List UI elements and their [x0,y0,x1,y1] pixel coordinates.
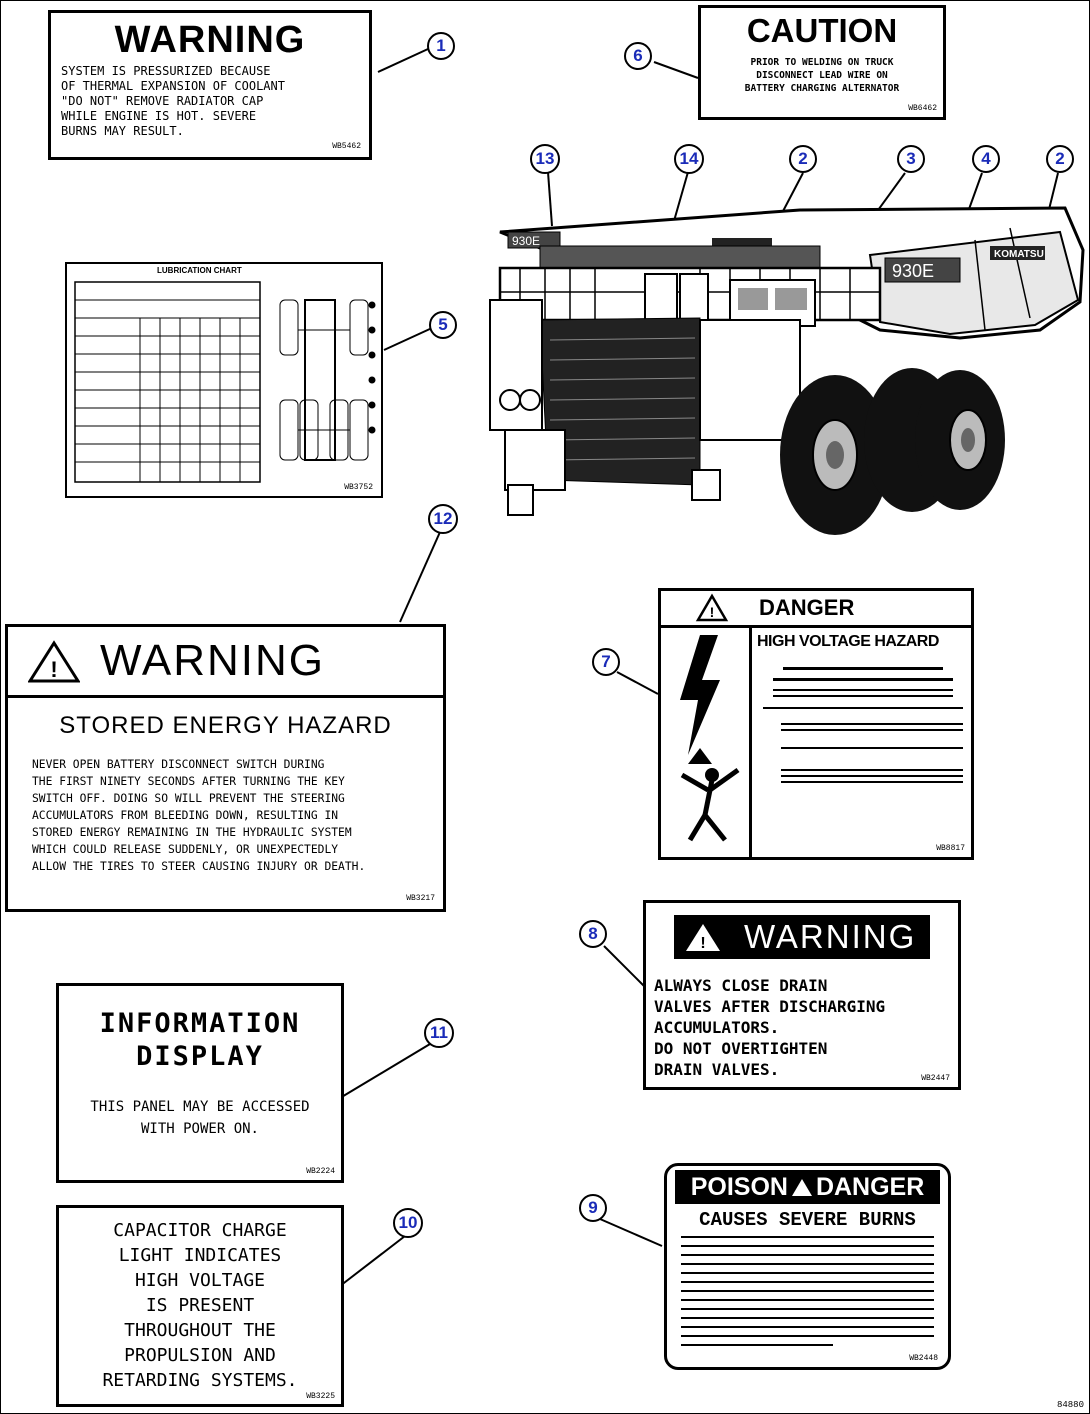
callout-1[interactable]: 1 [427,32,455,60]
decal-7-high-voltage-danger [658,588,974,860]
decal-9-fine-print [681,1236,934,1353]
decal-10-capacitor-charge [56,1205,344,1407]
decal-10-text [59,1218,341,1393]
callout-10[interactable]: 10 [393,1208,423,1238]
decal-8-line: VALVES AFTER DISCHARGING [654,997,886,1016]
callout-5[interactable]: 5 [429,311,457,339]
decal-6-line: BATTERY CHARGING ALTERNATOR [744,83,900,94]
decal-11-title-2: DISPLAY [136,1041,264,1072]
decal-12-line: THE FIRST NINETY SECONDS AFTER TURNING THE KEY [32,775,345,788]
truck-model-right: 930E [892,261,935,281]
leader-6 [654,62,698,78]
decal-6-line: DISCONNECT LEAD WIRE ON [756,70,888,81]
truck-illustration [490,208,1083,535]
decal-8-drain-valve-warning [643,900,961,1090]
truck-model-left: 930E [512,234,541,248]
decal-1-text [51,64,369,139]
warning-triangle-icon [684,921,722,953]
callout-4[interactable]: 4 [972,145,1000,173]
warning-triangle-icon [28,639,80,683]
decal-7-part-number: WB8817 [936,844,965,853]
decal-8-line: DRAIN VALVES. [654,1060,780,1079]
leader-11 [340,1044,430,1098]
decal-9-header [675,1170,940,1204]
decal-10-line: THROUGHOUT THE [124,1320,276,1341]
decal-7-subtitle: HIGH VOLTAGE HAZARD [757,633,939,650]
decal-6-title: CAUTION [746,12,898,49]
decal-11-line: THIS PANEL MAY BE ACCESSED [90,1099,310,1115]
decal-12-header [8,627,443,698]
decal-10-line: PROPULSION AND [124,1345,276,1366]
decal-6-welding-caution [698,5,946,120]
decal-9-part-number: WB2448 [909,1354,938,1363]
decal-11-part-number: WB2224 [306,1167,335,1176]
callout-13[interactable]: 13 [530,144,560,174]
decal-12-line: ACCUMULATORS FROM BLEEDING DOWN, RESULTING IN [32,809,339,822]
decal-1-part-number: WB5462 [332,142,361,151]
decal-6-line: PRIOR TO WELDING ON TRUCK [750,57,894,68]
leader-13 [548,172,552,226]
decal-11-line: WITH POWER ON. [140,1121,259,1137]
figure-id: 84880 [1056,1400,1084,1410]
decal-5-lubrication-chart [65,262,383,498]
decal-11-text [59,1096,341,1140]
decal-12-title: WARNING [100,636,326,685]
callout-12[interactable]: 12 [428,504,458,534]
decal-1-line: "DO NOT" REMOVE RADIATOR CAP [61,94,264,108]
svg-text:!: ! [709,604,715,620]
decal-10-line: HIGH VOLTAGE [134,1270,266,1291]
callout-7[interactable]: 7 [592,648,620,676]
callout-11[interactable]: 11 [424,1018,454,1048]
decal-8-header [674,915,930,959]
decal-1-coolant-warning [48,10,372,160]
decal-7-divider [749,625,752,859]
leader-8 [604,946,644,986]
svg-text:!: ! [700,935,706,952]
decal-11-information-display [56,983,344,1183]
decal-1-line: WHILE ENGINE IS HOT. SEVERE [61,109,257,123]
decal-12-line: NEVER OPEN BATTERY DISCONNECT SWITCH DURING [32,758,325,771]
decal-9-title-right: DANGER [815,1172,925,1201]
decal-11-title-1: INFORMATION [99,1008,301,1039]
decal-8-part-number: WB2447 [921,1074,950,1083]
leader-5 [384,328,432,350]
decal-1-title: WARNING [114,19,306,61]
decal-1-line: OF THERMAL EXPANSION OF COOLANT [61,79,285,93]
decal-12-part-number: WB3217 [406,894,435,903]
decal-9-subtitle: CAUSES SEVERE BURNS [699,1209,916,1231]
leader-1 [378,49,428,72]
decal-5-title: LUBRICATION CHART [157,266,242,275]
decal-8-line: ACCUMULATORS. [654,1018,780,1037]
callout-2[interactable]: 2 [789,145,817,173]
decal-12-subtitle: STORED ENERGY HAZARD [59,712,392,739]
decal-12-line: SWITCH OFF. DOING SO WILL PREVENT THE STEERING [32,792,345,805]
decal-10-line: CAPACITOR CHARGE [113,1220,287,1241]
decal-8-line: ALWAYS CLOSE DRAIN [654,976,828,995]
decal-7-fine-print [763,663,963,787]
decal-8-line: DO NOT OVERTIGHTEN [654,1039,828,1058]
decal-6-part-number: WB6462 [908,104,937,113]
decal-10-line: LIGHT INDICATES [118,1245,282,1266]
callout-9[interactable]: 9 [579,1194,607,1222]
leader-9 [600,1219,662,1246]
leader-12 [400,532,440,622]
decal-7-title: DANGER [759,595,855,620]
decal-12-line: WHICH COULD RELEASE SUDDENLY, OR UNEXPECTEDLY [32,843,339,856]
decal-8-title: WARNING [744,918,917,955]
decal-12-line: STORED ENERGY REMAINING IN THE HYDRAULIC SYSTEM [32,826,352,839]
svg-text:!: ! [50,657,58,682]
decal-10-line: IS PRESENT [145,1295,255,1316]
decal-1-line: SYSTEM IS PRESSURIZED BECAUSE [61,64,271,78]
leader-10 [340,1236,405,1286]
danger-triangle-icon [791,1177,813,1197]
danger-triangle-icon [695,593,729,623]
decal-5-part-number: WB3752 [344,483,373,492]
callout-3[interactable]: 3 [897,145,925,173]
decal-8-text [646,975,958,1080]
callout-8[interactable]: 8 [579,920,607,948]
truck-brand: KOMATSU [994,249,1044,260]
decal-6-text [701,56,943,95]
decal-10-part-number: WB3225 [306,1392,335,1401]
decal-9-poison-danger [664,1163,951,1370]
decal-12-stored-energy-warning [5,624,446,912]
callout-6[interactable]: 6 [624,42,652,70]
decal-10-line: RETARDING SYSTEMS. [102,1370,298,1391]
decal-9-title-left: POISON [690,1172,788,1201]
leader-7 [617,672,658,694]
decal-12-text [8,756,443,875]
decal-7-header [661,591,971,628]
decal-1-line: BURNS MAY RESULT. [61,124,184,138]
decal-12-line: ALLOW THE TIRES TO STEER CAUSING INJURY OR DEATH. [32,860,366,873]
callout-14[interactable]: 14 [674,144,704,174]
callout-2[interactable]: 2 [1046,145,1074,173]
